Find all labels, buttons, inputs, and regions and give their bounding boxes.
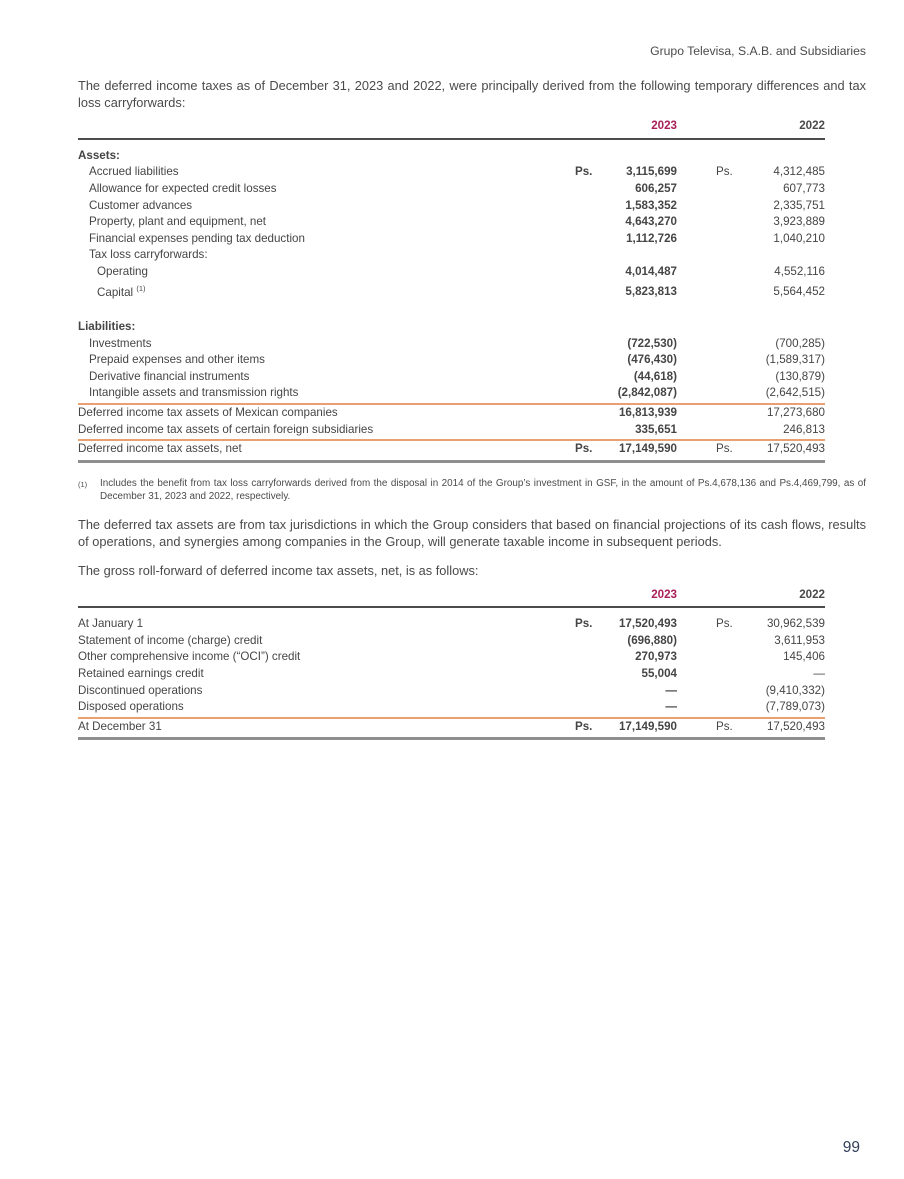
column-header-2022: 2022 (799, 587, 825, 601)
footnote-text: Includes the benefit from tax loss carryforwards derived from the disposal in 2014 of the Group’s investment in GSF, in the amount of Ps.4,678,136 and Ps.4,469,799, as of December 31, 2023 and 2022, respectively. (100, 477, 866, 503)
table-row: Customer advances 1,583,352 2,335,751 (89, 198, 825, 212)
intro-paragraph: The deferred income taxes as of December 31, 2023 and 2022, were principally derived from the following temporary differences and tax loss carryforwards: (78, 78, 866, 110)
table-row: Allowance for expected credit losses 606,257 607,773 (89, 181, 825, 195)
table-row: Financial expenses pending tax deduction 1,112,726 1,040,210 (89, 231, 825, 245)
deferred-tax-table (78, 118, 825, 463)
spacer (78, 301, 825, 319)
table-row: Retained earnings credit 55,004 — (78, 667, 825, 681)
footnote-reference: (1) (136, 283, 146, 293)
table-total-row: Deferred income tax assets, net Ps. 17,149,590 Ps. 17,520,493 (78, 441, 825, 463)
table-row: Assets: (78, 148, 120, 162)
table-row: Liabilities: (78, 319, 136, 333)
table-row: Derivative financial instruments (44,618) (130,879) (89, 369, 825, 383)
table-row: Deferred income tax assets of certain foreign subsidiaries 335,651 246,813 (78, 422, 825, 442)
table-row: Other comprehensive income (“OCI”) credit 270,973 145,406 (78, 650, 825, 664)
table-header-row (78, 118, 825, 140)
table-row: Prepaid expenses and other items (476,430) (1,589,317) (89, 353, 825, 367)
table-row: Discontinued operations — (9,410,332) (78, 683, 825, 697)
table-row: Operating 4,014,487 4,552,116 (97, 264, 825, 278)
column-header-2022: 2022 (799, 119, 825, 133)
spacer (78, 140, 825, 148)
table-row: Tax loss carryforwards: (89, 248, 208, 262)
table-total-row: At December 31 Ps. 17,149,590 Ps. 17,520,493 (78, 719, 825, 741)
rollforward-intro-paragraph: The gross roll-forward of deferred income tax assets, net, is as follows: (78, 563, 479, 579)
rollforward-table (78, 587, 825, 741)
table-row: Disposed operations — (7,789,073) (78, 699, 825, 719)
jurisdictions-paragraph: The deferred tax assets are from tax jurisdictions in which the Group considers that based on financial projections of its cash flows, results of operations, and synergies among companies in the Group, will generate taxable income in subsequent periods. (78, 516, 866, 549)
table-row: Deferred income tax assets of Mexican companies 16,813,939 17,273,680 (78, 405, 825, 419)
company-header: Grupo Televisa, S.A.B. and Subsidiaries (650, 44, 866, 58)
table-row: Accrued liabilities Ps. 3,115,699 Ps. 4,312,485 (89, 165, 825, 179)
page-content (78, 78, 866, 740)
column-header-2023: 2023 (651, 587, 677, 601)
spacer (78, 608, 825, 616)
table-row: Statement of income (charge) credit (696,880) 3,611,953 (78, 633, 825, 647)
column-header-2023: 2023 (651, 119, 677, 133)
page-number: 99 (842, 1139, 860, 1156)
footnote (78, 477, 866, 504)
table-row: At January 1 Ps. 17,520,493 Ps. 30,962,539 (78, 617, 825, 631)
table-row: Property, plant and equipment, net 4,643,270 3,923,889 (89, 215, 825, 229)
table-row: Investments (722,530) (700,285) (89, 336, 825, 350)
table-header-row (78, 587, 825, 609)
footnote-marker: (1) (78, 479, 88, 489)
table-row: Capital $^{(1)}$ 5,823,813 5,564,452 (97, 283, 825, 299)
table-row: Intangible assets and transmission rights (2,842,087) (2,642,515) (78, 385, 825, 405)
